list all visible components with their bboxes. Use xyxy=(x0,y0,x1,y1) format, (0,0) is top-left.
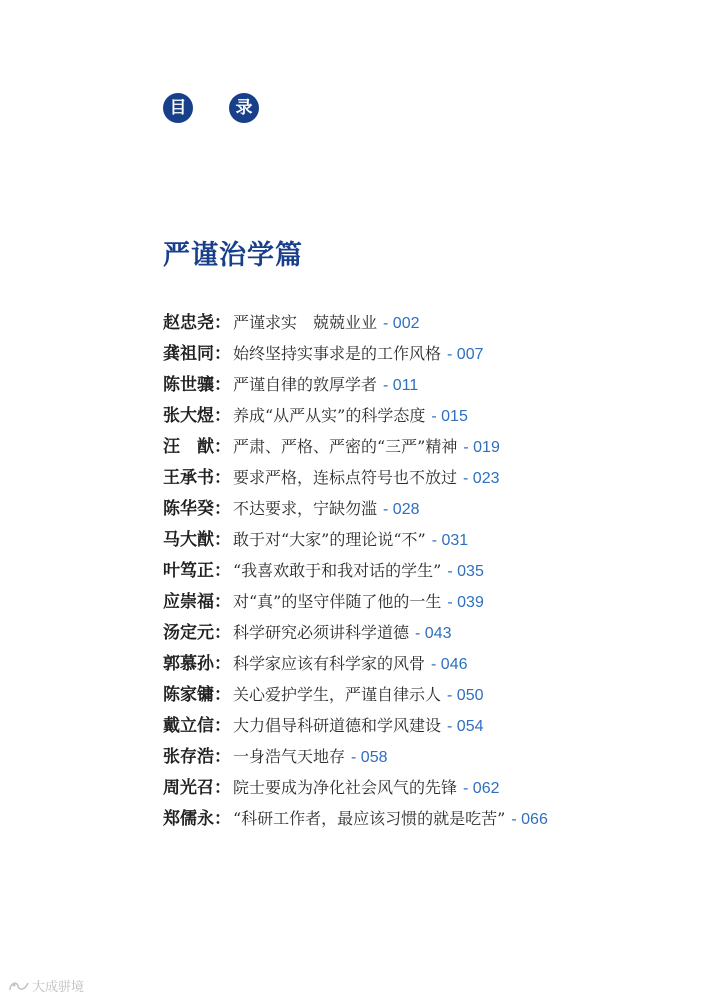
toc-entry[interactable] xyxy=(163,806,548,837)
toc-entry[interactable] xyxy=(163,496,548,527)
toc-entry[interactable] xyxy=(163,527,548,558)
toc-entry-separator: ： xyxy=(214,654,231,674)
toc-entry-separator: ： xyxy=(214,406,231,426)
toc-entry-title: 科学研究必须讲科学道德 xyxy=(233,623,410,642)
toc-entry-title: 不达要求，宁缺勿滥 xyxy=(233,499,378,518)
toc-entry-page-number: - 002 xyxy=(383,315,420,332)
toc-entry-author: 赵忠尧 xyxy=(163,313,214,333)
toc-entry-author: 张存浩 xyxy=(163,747,214,767)
toc-entry-author: 应崇福 xyxy=(163,592,214,612)
toc-entry-author: 陈华癸 xyxy=(163,499,214,519)
toc-entry-title: 一身浩气天地存 xyxy=(233,747,346,766)
toc-entry-separator: ： xyxy=(214,809,231,829)
watermark xyxy=(8,976,84,995)
toc-entry-separator: ： xyxy=(214,375,231,395)
toc-entry-title: 始终坚持实事求是的工作风格 xyxy=(233,344,442,363)
toc-title-char-2: 录 xyxy=(229,93,259,123)
toc-entry-title: “我喜欢敢于和我对话的学生” xyxy=(233,561,442,580)
toc-entry-page-number: - 043 xyxy=(415,625,452,642)
toc-entry-title: 严谨自律的敦厚学者 xyxy=(233,375,378,394)
toc-entry[interactable] xyxy=(163,465,548,496)
toc-entry-separator: ： xyxy=(214,499,231,519)
toc-list xyxy=(163,310,548,837)
toc-entry[interactable] xyxy=(163,558,548,589)
toc-entry[interactable] xyxy=(163,434,548,465)
toc-entry-page-number: - 062 xyxy=(463,780,500,797)
toc-entry-separator: ： xyxy=(214,530,231,550)
toc-entry-page-number: - 019 xyxy=(463,439,500,456)
toc-entry-title: 敢于对“大家”的理论说“不” xyxy=(233,530,426,549)
toc-entry-separator: ： xyxy=(214,685,231,705)
toc-entry-author: 叶笃正 xyxy=(163,561,214,581)
toc-entry[interactable] xyxy=(163,775,548,806)
toc-entry[interactable] xyxy=(163,620,548,651)
toc-entry-page-number: - 058 xyxy=(351,749,388,766)
toc-entry-page-number: - 023 xyxy=(463,470,500,487)
toc-entry-title: 严谨求实 兢兢业业 xyxy=(233,313,378,332)
toc-entry-page-number: - 015 xyxy=(431,408,468,425)
toc-entry-separator: ： xyxy=(214,437,231,457)
toc-entry-title: 院士要成为净化社会风气的先锋 xyxy=(233,778,458,797)
watermark-logo-icon xyxy=(8,979,30,993)
toc-entry-separator: ： xyxy=(214,623,231,643)
toc-entry-author: 龚祖同 xyxy=(163,344,214,364)
toc-entry-page-number: - 046 xyxy=(431,656,468,673)
toc-entry[interactable] xyxy=(163,651,548,682)
toc-entry-separator: ： xyxy=(214,778,231,798)
watermark-text: 大成骈境 xyxy=(32,980,85,995)
toc-entry-separator: ： xyxy=(214,313,231,333)
toc-entry[interactable] xyxy=(163,713,548,744)
toc-entry-page-number: - 066 xyxy=(511,811,548,828)
toc-entry-page-number: - 031 xyxy=(431,532,469,549)
toc-entry-page-number: - 039 xyxy=(447,594,484,611)
toc-title-char-1: 目 xyxy=(163,93,193,123)
toc-entry-title: 对“真”的坚守伴随了他的一生 xyxy=(233,592,442,611)
toc-entry[interactable] xyxy=(163,744,548,775)
toc-entry-page-number: - 054 xyxy=(447,718,484,735)
toc-entry-page-number: - 028 xyxy=(383,501,420,518)
toc-entry-title: “科研工作者，最应该习惯的就是吃苦” xyxy=(233,809,506,828)
toc-entry-page-number: - 035 xyxy=(447,563,484,580)
toc-entry-title: 严肃、严格、严密的“三严”精神 xyxy=(233,437,458,456)
toc-entry-title: 科学家应该有科学家的风骨 xyxy=(233,654,426,673)
toc-entry-author: 张大煜 xyxy=(163,406,214,426)
toc-entry-author: 汪 猷 xyxy=(163,437,214,457)
toc-entry[interactable] xyxy=(163,403,548,434)
toc-entry-separator: ： xyxy=(214,747,231,767)
toc-entry-title: 养成“从严从实”的科学态度 xyxy=(233,406,426,425)
toc-entry-page-number: - 011 xyxy=(383,377,419,394)
toc-entry[interactable] xyxy=(163,310,548,341)
toc-entry-title: 关心爱护学生，严谨自律示人 xyxy=(233,685,442,704)
toc-entry-page-number: - 050 xyxy=(447,687,484,704)
toc-entry-author: 陈家镛 xyxy=(163,685,214,705)
toc-entry-author: 王承书 xyxy=(163,468,214,488)
toc-entry-author: 汤定元 xyxy=(163,623,214,643)
toc-entry-author: 郭慕孙 xyxy=(163,654,214,674)
toc-entry-author: 戴立信 xyxy=(163,716,214,736)
toc-entry-author: 马大猷 xyxy=(163,530,214,550)
toc-entry-separator: ： xyxy=(214,716,231,736)
toc-entry-page-number: - 007 xyxy=(447,346,484,363)
toc-entry-separator: ： xyxy=(214,344,231,364)
toc-entry[interactable] xyxy=(163,341,548,372)
section-heading: 严谨治学篇 xyxy=(163,240,303,271)
toc-entry-title: 大力倡导科研道德和学风建设 xyxy=(233,716,442,735)
toc-entry-author: 郑儒永 xyxy=(163,809,214,829)
toc-entry-author: 周光召 xyxy=(163,778,214,798)
toc-entry[interactable] xyxy=(163,372,548,403)
toc-entry-title: 要求严格，连标点符号也不放过 xyxy=(233,468,458,487)
toc-entry[interactable] xyxy=(163,682,548,713)
toc-entry[interactable] xyxy=(163,589,548,620)
toc-entry-separator: ： xyxy=(214,592,231,612)
toc-entry-separator: ： xyxy=(214,561,231,581)
toc-entry-separator: ： xyxy=(214,468,231,488)
toc-entry-author: 陈世骧 xyxy=(163,375,214,395)
